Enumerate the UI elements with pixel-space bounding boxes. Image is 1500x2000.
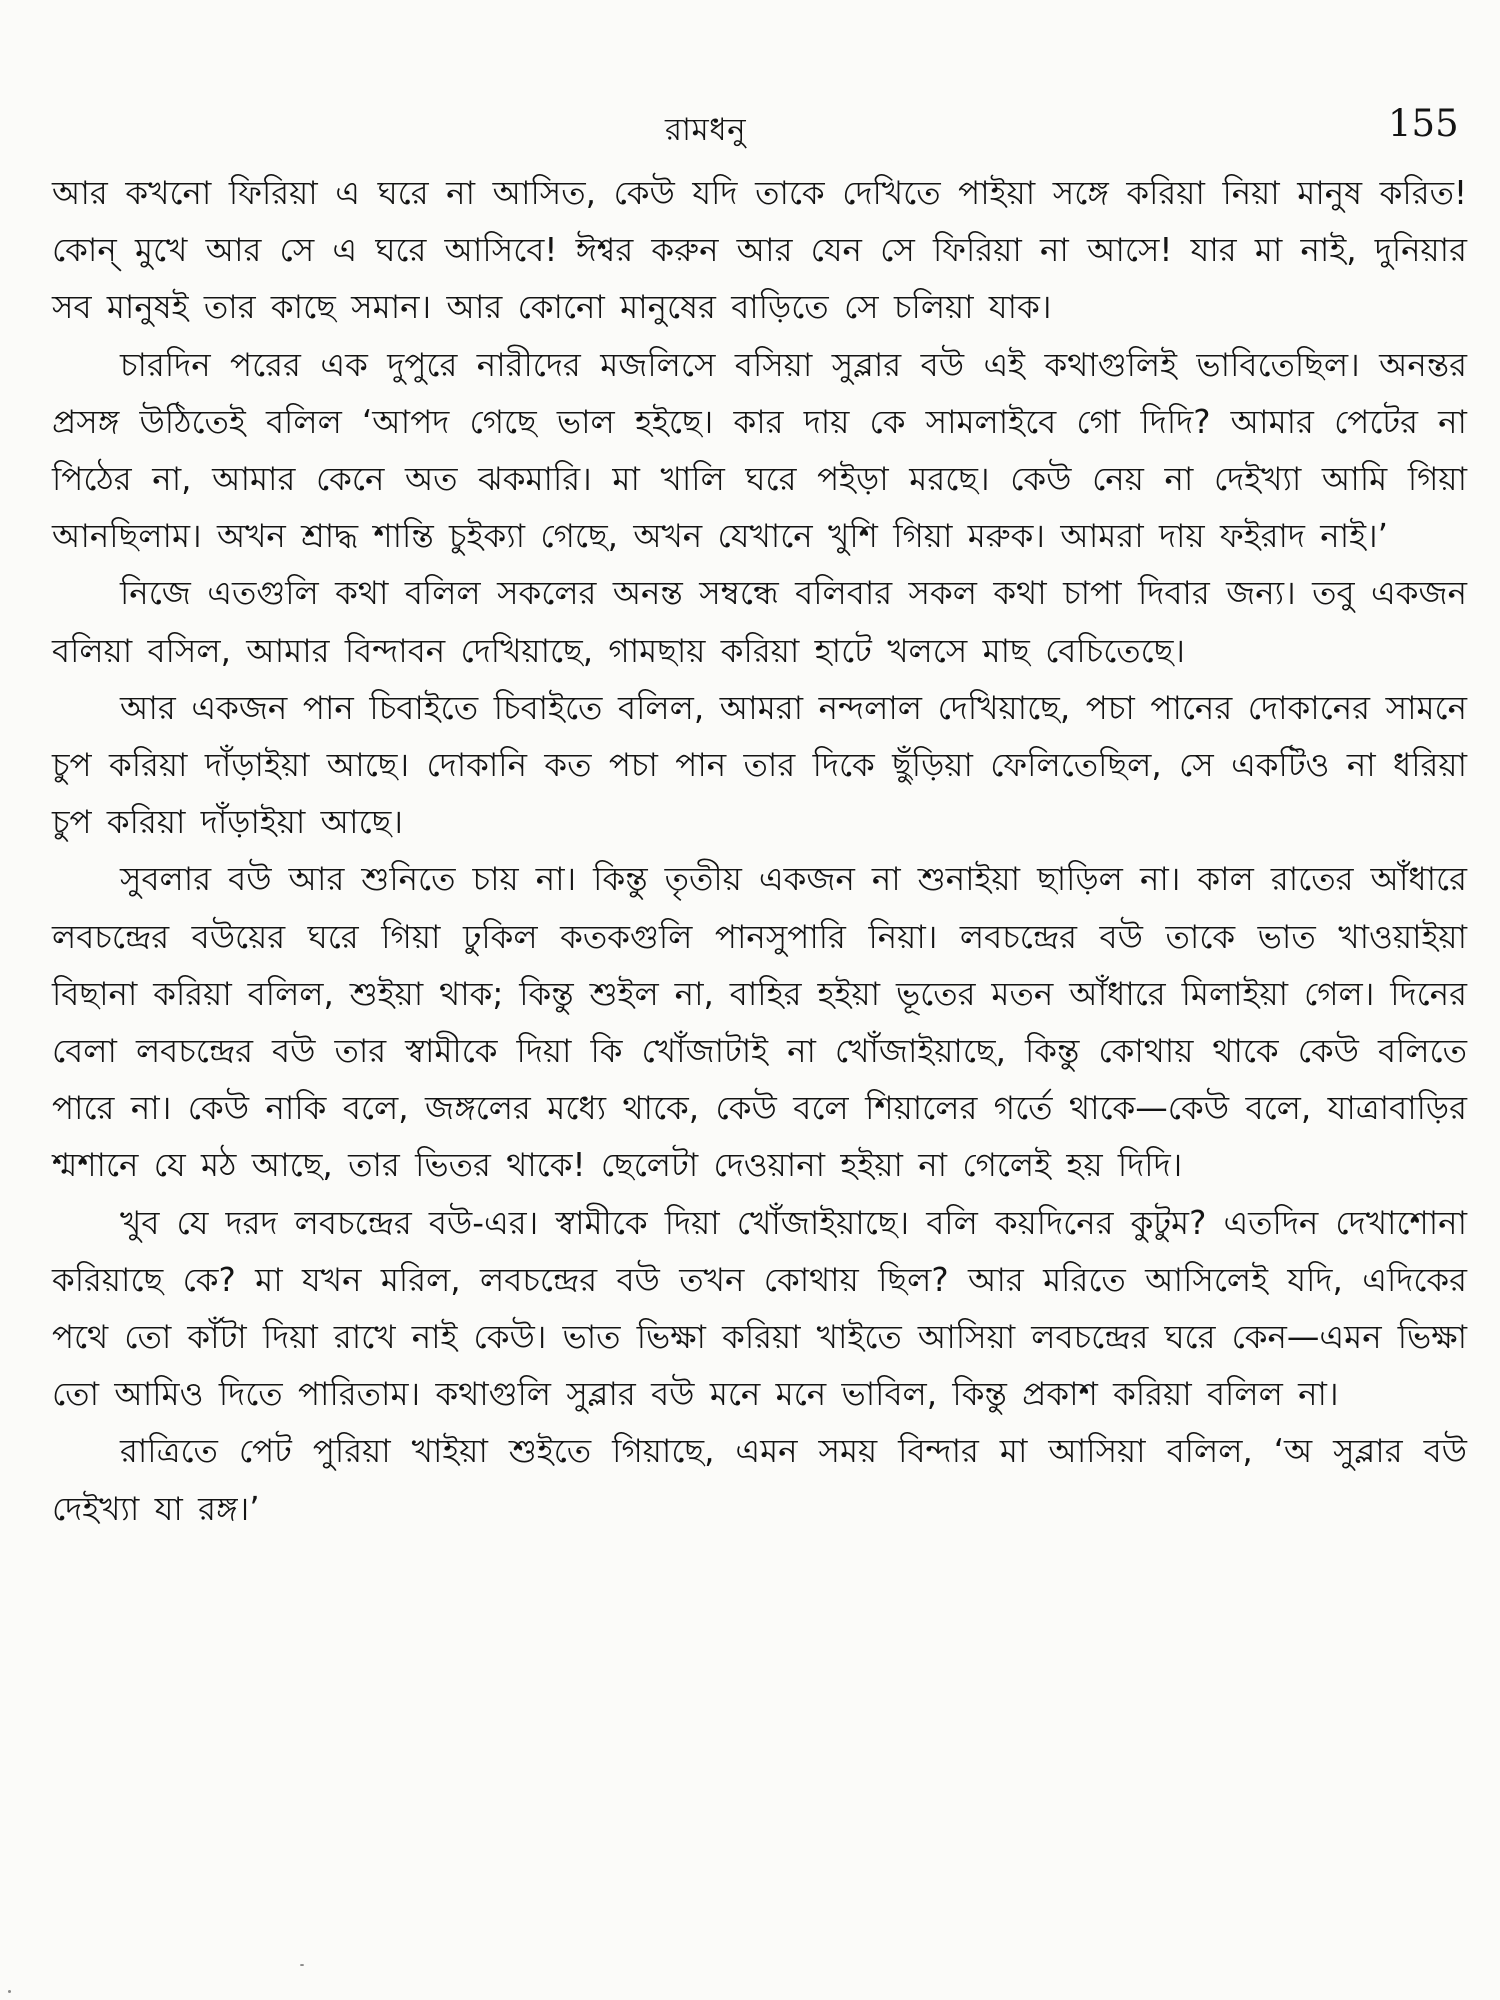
paragraph-7: রাত্রিতে পেট পুরিয়া খাইয়া শুইতে গিয়াছে, এমন সময় বিন্দার মা আসিয়া বলিল, ‘অ সুব্লার বউ দেইখ্যা যা রঙ্গ।’ <box>52 1432 1467 1528</box>
body-text <box>52 165 1467 1538</box>
paragraph-2: চারদিন পরের এক দুপুরে নারীদের মজলিসে বসিয়া সুব্লার বউ এই কথাগুলিই ভাবিতেছিল। অনন্তর প্রসঙ্গ উঠিতেই বলিল ‘আপদ গেছে ভাল হইছে। কার দায় কে সামলাইবে গো দিদি? আমার পেটের না পিঠের না, আমার কেনে অত ঝকমারি। মা খালি ঘরে পইড়া মরছে। কেউ নেয় না দেইখ্যা আমি গিয়া আনছিলাম। অখন শ্রাদ্ধ শান্তি চুইক্যা গেছে, অখন যেখানে খুশি গিয়া মরুক। আমরা দায় ফইরাদ নাই।’ <box>52 345 1467 556</box>
paragraph-3: নিজে এতগুলি কথা বলিল সকলের অনন্ত সম্বন্ধে বলিবার সকল কথা চাপা দিবার জন্য। তবু একজন বলিয়া বসিল, আমার বিন্দাবন দেখিয়াছে, গামছায় করিয়া হাটে খলসে মাছ বেচিতেছে। <box>52 574 1467 670</box>
paragraph-6: খুব যে দরদ লবচন্দ্রের বউ-এর। স্বামীকে দিয়া খোঁজাইয়াছে। বলি কয়দিনের কুটুম? এতদিন দেখাশোনা করিয়াছে কে? মা যখন মরিল, লবচন্দ্রের বউ তখন কোথায় ছিল? আর মরিতে আসিলেই যদি, এদিকের পথে তো কাঁটা দিয়া রাখে নাই কেউ। ভাত ভিক্ষা করিয়া খাইতে আসিয়া লবচন্দ্রের ঘরে কেন—এমন ভিক্ষা তো আমিও দিতে পারিতাম। কথাগুলি সুব্লার বউ মনে মনে ভাবিল, কিন্তু প্রকাশ করিয়া বলিল না। <box>52 1203 1467 1414</box>
page-number: 155 <box>1388 102 1459 145</box>
paragraph-1: আর কখনো ফিরিয়া এ ঘরে না আসিত, কেউ যদি তাকে দেখিতে পাইয়া সঙ্গে করিয়া নিয়া মানুষ করিত! কোন্ মুখে আর সে এ ঘরে আসিবে! ঈশ্বর করুন আর যেন সে ফিরিয়া না আসে! যার মা নাই, দুনিয়ার সব মানুষই তার কাছে সমান। আর কোনো মানুষের বাড়িতে সে চলিয়া যাক। <box>52 174 1467 327</box>
paragraph-5: সুবলার বউ আর শুনিতে চায় না। কিন্তু তৃতীয় একজন না শুনাইয়া ছাড়িল না। কাল রাতের আঁধারে লবচন্দ্রের বউয়ের ঘরে গিয়া ঢুকিল কতকগুলি পানসুপারি নিয়া। লবচন্দ্রের বউ তাকে ভাত খাওয়াইয়া বিছানা করিয়া বলিল, শুইয়া থাক; কিন্তু শুইল না, বাহির হইয়া ভূতের মতন আঁধারে মিলাইয়া গেল। দিনের বেলা লবচন্দ্রের বউ তার স্বামীকে দিয়া কি খোঁজাটাই না খোঁজাইয়াছে, কিন্তু কোথায় থাকে কেউ বলিতে পারে না। কেউ নাকি বলে, জঙ্গলের মধ্যে থাকে, কেউ বলে শিয়ালের গর্তে থাকে—কেউ বলে, যাত্রাবাড়ির শ্মশানে যে মঠ আছে, তার ভিতর থাকে! ছেলেটা দেওয়ানা হইয়া না গেলেই হয় দিদি। <box>52 860 1467 1185</box>
print-speck <box>300 1964 304 1966</box>
print-speck <box>8 1990 11 1993</box>
paragraph-4: আর একজন পান চিবাইতে চিবাইতে বলিল, আমরা নন্দলাল দেখিয়াছে, পচা পানের দোকানের সামনে চুপ করিয়া দাঁড়াইয়া আছে। দোকানি কত পচা পান তার দিকে ছুঁড়িয়া ফেলিতেছিল, সে একটিও না ধরিয়া চুপ করিয়া দাঁড়াইয়া আছে। <box>52 688 1467 842</box>
running-head: রামধনু <box>665 112 747 148</box>
